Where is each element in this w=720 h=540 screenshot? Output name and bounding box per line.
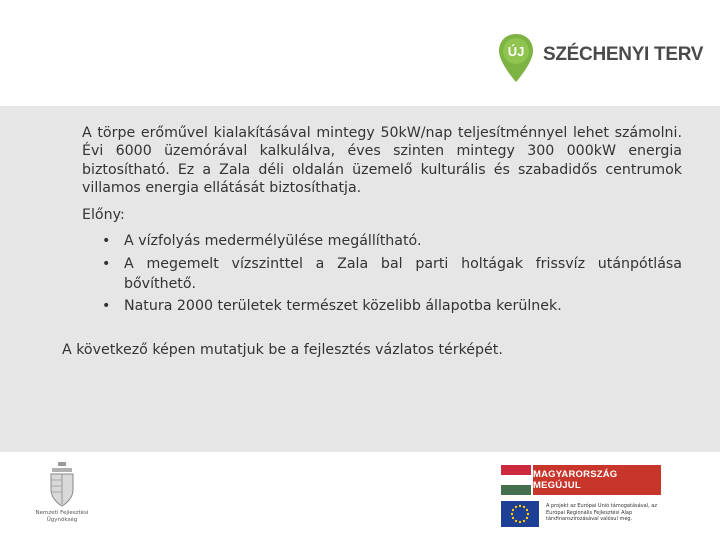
map-note: A következő képen mutatjuk be a fejlesztés vázlatos térképét. <box>62 342 503 358</box>
paragraph-text: A törpe erőművel kialakításával mintegy 50kW/nap teljesítménnyel lehet számolni. Évi 6000 üzemórával kalkulálva, éves szinten mintegy 300 000kW energia biztosítható. Ez a Zala déli oldalán üzemelő kulturális és szabadidős centrumok villamos energia ellátását biztosíthatja. <box>82 125 682 197</box>
bullet-icon: • <box>102 233 111 249</box>
hungarian-flag-icon <box>501 465 531 495</box>
logo-mark: ÚJ <box>507 44 525 59</box>
list-item: • Natura 2000 területek természet közelibb állapotba kerülnek. <box>102 296 682 317</box>
map-pin-icon <box>497 32 535 84</box>
eu-funding-note: A projekt az Európai Unió támogatásával, az Európai Regionális Fejlesztési Alap társfinanszírozásával valósul meg. <box>546 503 657 523</box>
advantages-label: Előny: <box>82 207 125 223</box>
advantages-list <box>102 231 682 318</box>
bullet-icon: • <box>102 255 111 272</box>
bullet-icon: • <box>102 297 111 314</box>
content-panel <box>0 106 720 452</box>
magyarorszag-megujul-banner: MAGYARORSZÁG MEGÚJUL <box>533 465 661 495</box>
list-item: • A megemelt vízszinttel a Zala bal parti holtágak frissvíz utánpótlása bővíthető. <box>102 255 682 292</box>
list-item: • A vízfolyás medermélyülése megállítható. <box>102 231 682 252</box>
szechenyi-terv-logo <box>497 32 703 84</box>
eu-flag-icon <box>501 501 539 527</box>
logo-text: SZÉCHENYI TERV <box>543 44 704 65</box>
agency-name: Nemzeti Fejlesztési Ügynökség <box>35 510 89 523</box>
intro-paragraph <box>82 124 682 198</box>
header <box>0 0 720 106</box>
